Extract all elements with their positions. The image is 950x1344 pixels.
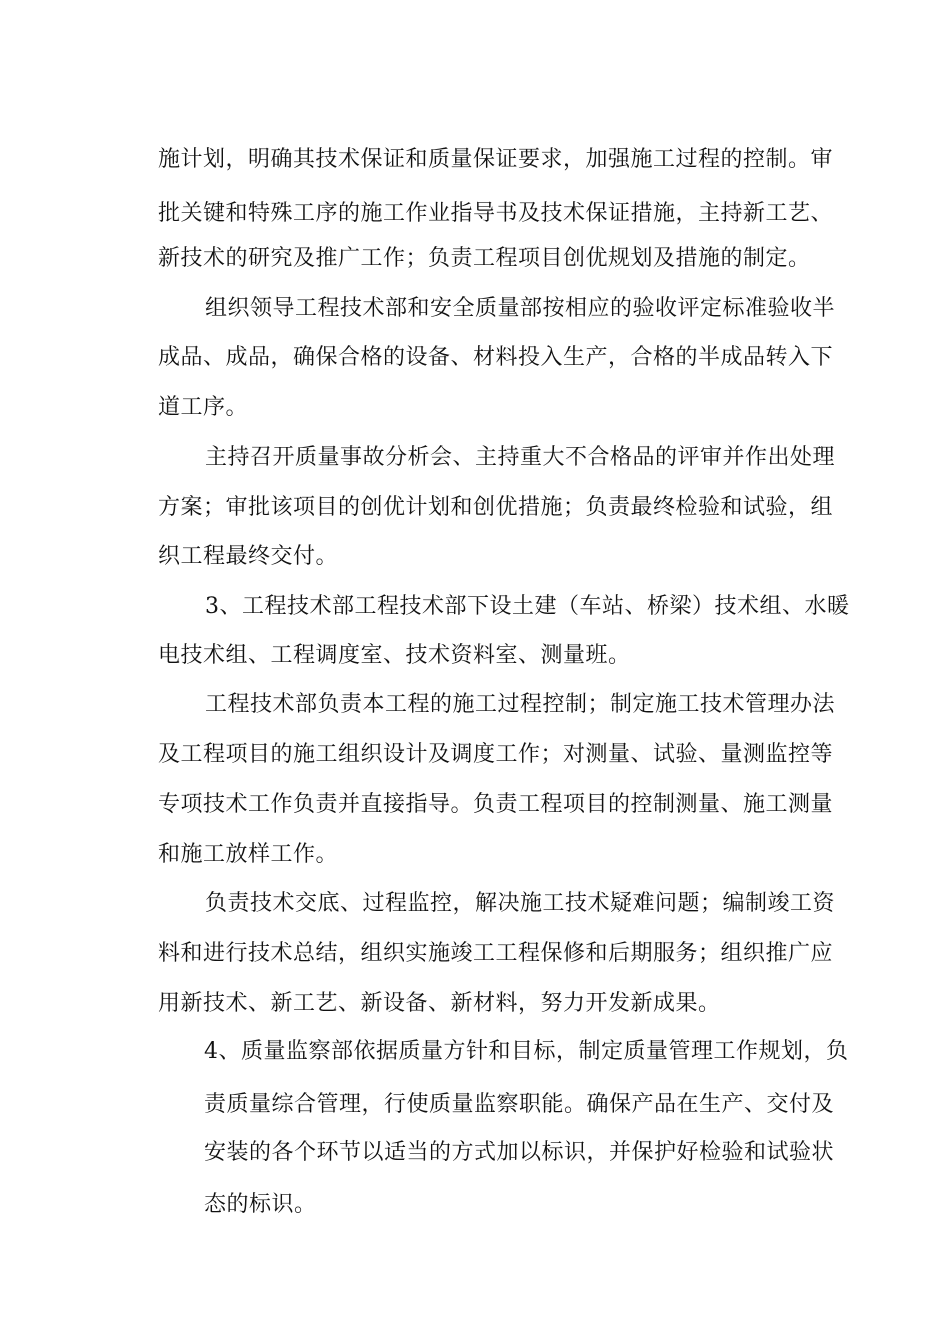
- text-line: 工程技术部负责本工程的施工过程控制；制定施工技术管理办法: [205, 692, 836, 717]
- text-line: 态的标识。: [204, 1192, 317, 1217]
- text-line: 和施工放样工作。: [158, 842, 339, 867]
- text-line: 4、质量监察部依据质量方针和目标，制定质量管理工作规划，负: [204, 1039, 849, 1064]
- text-line: 批关键和特殊工序的施工作业指导书及技术保证措施，主持新工艺、: [158, 201, 834, 226]
- text-line: 安装的各个环节以适当的方式加以标识，并保护好检验和试验状: [204, 1140, 835, 1165]
- text-line: 成品、成品，确保合格的设备、材料投入生产，合格的半成品转入下: [158, 345, 834, 370]
- text-line: 专项技术工作负责并直接指导。负责工程项目的控制测量、施工测量: [158, 792, 834, 817]
- text-line: 方案；审批该项目的创优计划和创优措施；负责最终检验和试验，组: [158, 495, 834, 520]
- text-line: 新技术的研究及推广工作；负责工程项目创优规划及措施的制定。: [158, 246, 811, 271]
- text-line: 料和进行技术总结，组织实施竣工工程保修和后期服务；组织推广应: [158, 941, 834, 966]
- text-line: 组织领导工程技术部和安全质量部按相应的验收评定标准验收半: [205, 296, 836, 321]
- text-line: 道工序。: [158, 395, 249, 420]
- text-line: 施计划，明确其技术保证和质量保证要求，加强施工过程的控制。审: [158, 147, 834, 172]
- text-line: 用新技术、新工艺、新设备、新材料，努力开发新成果。: [158, 991, 721, 1016]
- text-line: 主持召开质量事故分析会、主持重大不合格品的评审并作出处理: [205, 445, 836, 470]
- text-line: 负责技术交底、过程监控，解决施工技术疑难问题；编制竣工资: [205, 891, 836, 916]
- text-line: 电技术组、工程调度室、技术资料室、测量班。: [158, 643, 631, 668]
- text-line: 3、工程技术部工程技术部下设土建（车站、桥梁）技术组、水暖: [205, 594, 850, 619]
- text-line: 责质量综合管理，行使质量监察职能。确保产品在生产、交付及: [204, 1092, 835, 1117]
- text-line: 及工程项目的施工组织设计及调度工作；对测量、试验、量测监控等: [158, 742, 834, 767]
- text-line: 织工程最终交付。: [158, 544, 339, 569]
